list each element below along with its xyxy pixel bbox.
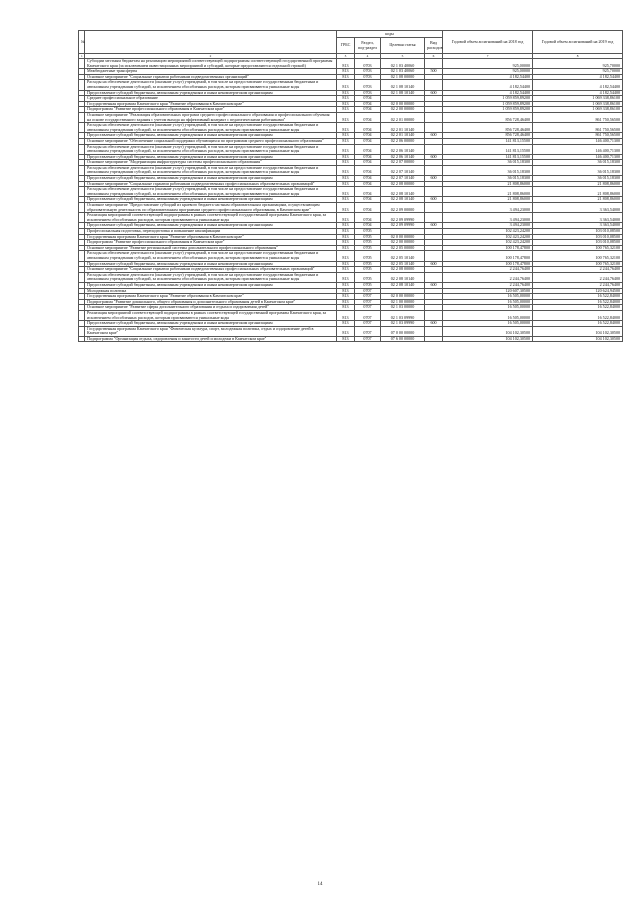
row-amount-2018: 102 423,24200 [443,229,533,235]
row-amount-2019: 2 244,76400 [533,267,623,273]
row-amount-2018: 21 808,86000 [443,181,533,187]
row-grbs: 813 [337,282,355,288]
table-row [79,251,623,261]
row-amount-2018: 36 015,18300 [443,176,533,182]
row-target-article: 02 1 03 40060 [381,59,425,69]
row-name: Предоставление субсидий бюджетным, автономным учреждениям и иным некоммерческим организациям [85,261,337,267]
row-name: Предоставление субсидий бюджетным, автономным учреждениям и иным некоммерческим организациям [85,154,337,160]
row-razdel: 0705 [355,261,381,267]
row-name: Основное мероприятие "Обеспечение социальной поддержки обучающихся по программам среднего профессионального образования" [85,138,337,144]
row-amount-2018: 4 182,54400 [443,90,533,96]
row-target-article: 02 2 08 10140 [381,197,425,203]
row-grbs: 813 [337,310,355,320]
row-razdel: 0704 [355,187,381,197]
row-expense-type [425,251,443,261]
row-name: Предоставление субсидий бюджетным, автономным учреждениям и иным некоммерческим организациям [85,321,337,327]
table-body [79,59,623,342]
row-razdel: 0705 [355,282,381,288]
row-target-article: 02 2 00 00000 [381,107,425,113]
row-target-article: 02 0 00 00000 [381,234,425,240]
row-amount-2019: 861 750,56500 [533,112,623,122]
column-index: 8 [533,54,623,59]
row-target-article: 02 1 08 10140 [381,90,425,96]
row-name: Предоставление субсидий бюджетным, автономным учреждениям и иным некоммерческим организациям [85,176,337,182]
row-target-article: 02 2 01 00000 [381,112,425,122]
row-expense-type [425,123,443,133]
row-grbs: 813 [337,165,355,175]
row-grbs: 813 [337,59,355,69]
row-amount-2018: 36 015,18300 [443,160,533,166]
row-amount-2019: 3 363,54000 [533,213,623,223]
row-razdel: 0705 [355,267,381,273]
row-grbs: 813 [337,160,355,166]
row-grbs: 813 [337,138,355,144]
column-index: 5 [381,54,425,59]
row-amount-2018: 104 102,30500 [443,336,533,342]
row-razdel: 0707 [355,288,381,294]
row-expense-type [425,187,443,197]
row-razdel: 0703 [355,59,381,69]
table-row [79,59,623,69]
row-amount-2019: 925,70000 [533,59,623,69]
row-grbs: 813 [337,203,355,213]
row-expense-type: 600 [425,154,443,160]
row-name: Расходы на обеспечение деятельности (оказание услуг) учреждений, в том числе на предоставление государственным бюджетным и автономным учреждениям субсидий, за исключением обособленных расходов, которым присваиваются уникальные коды [85,80,337,90]
row-razdel: 0703 [355,69,381,75]
row-target-article: 02 1 08 10140 [381,80,425,90]
row-grbs: 813 [337,223,355,229]
row-amount-2018: 16 505,00000 [443,299,533,305]
row-amount-2019: 2 244,76400 [533,282,623,288]
row-amount-2019: 16 522,84000 [533,294,623,300]
row-target-article: 02 2 09 00000 [381,203,425,213]
row-name: Основное мероприятие "Предоставление субсидий из краевого бюджета частным образовательным организациям, осуществляющим образовательную деятельность по образовательным программам среднего профессионального образования, в Камчатском крае" [85,203,337,213]
row-grbs: 813 [337,101,355,107]
row-target-article: 02 1 00 00000 [381,299,425,305]
row-target-article: 02 2 08 10140 [381,187,425,197]
row-amount-2018: 856 728,46400 [443,112,533,122]
row-name: Предоставление субсидий бюджетным, автономным учреждениям и иным некоммерческим организациям [85,282,337,288]
header-2019: Годовой объем ассигнований на 2019 год [533,31,623,54]
row-name: Подпрограмма "Развитие профессионального образования в Камчатском крае" [85,240,337,246]
row-amount-2018: 3 494,23000 [443,213,533,223]
row-grbs: 813 [337,272,355,282]
row-name: Реализация мероприятий соответствующей подпрограммы в рамках соответствующей государственной программы Камчатского края, за исключением обособленных расходов, которым присваиваются уникальные коды [85,213,337,223]
row-amount-2018: 4 182,54400 [443,74,533,80]
row-grbs: 813 [337,112,355,122]
row-amount-2018: 21 808,86000 [443,187,533,197]
row-amount-2019: 103 010,08500 [533,229,623,235]
row-target-article: 02 1 08 00000 [381,74,425,80]
table-row [79,213,623,223]
row-razdel: 0704 [355,96,381,102]
row-name: Основное мероприятие "Развитие региональной системы дополнительного профессионального образования" [85,245,337,251]
row-target-article: 02 2 01 10140 [381,123,425,133]
row-target-article: 02 2 05 10140 [381,251,425,261]
table-row [79,203,623,213]
column-index: 3 [337,54,355,59]
header-grbs: ГРБС [337,38,355,54]
row-razdel: 0704 [355,133,381,139]
row-grbs: 813 [337,80,355,90]
row-grbs: 813 [337,213,355,223]
row-grbs: 813 [337,229,355,235]
row-grbs: 813 [337,96,355,102]
row-amount-2018: 4 182,54400 [443,80,533,90]
row-expense-type: 600 [425,133,443,139]
row-name: Государственная программа Камчатского края "Развитие образования в Камчатском крае" [85,234,337,240]
row-amount-2018: 141 813,15500 [443,154,533,160]
row-grbs: 813 [337,305,355,311]
row-amount-2018: 102 423,24200 [443,234,533,240]
row-amount-2018: 1 059 859,89200 [443,96,533,102]
row-amount-2018: 2 244,76400 [443,272,533,282]
row-grbs: 813 [337,240,355,246]
row-target-article: 02 1 03 40060 [381,69,425,75]
row-amount-2018: 104 102,30500 [443,326,533,336]
row-expense-type: 600 [425,176,443,182]
row-grbs: 813 [337,123,355,133]
row-expense-type [425,326,443,336]
row-target-article: 02 2 07 00000 [381,160,425,166]
row-target-article: 02 2 06 00000 [381,138,425,144]
row-name: Государственная программа Камчатского края "Физическая культура, спорт, молодежная политика, отдых и оздоровление детей в Камчатском крае" [85,326,337,336]
row-name: Расходы на обеспечение деятельности (оказание услуг) учреждений, в том числе на предоставление государственным бюджетным и автономным учреждениям субсидий, за исключением обособленных расходов, которым присваиваются уникальные коды [85,165,337,175]
row-amount-2019: 36 015,18300 [533,160,623,166]
row-expense-type: 600 [425,90,443,96]
row-amount-2018: 141 813,15500 [443,144,533,154]
row-expense-type [425,59,443,69]
row-target-article: 07 0 00 00000 [381,326,425,336]
row-grbs: 813 [337,74,355,80]
table-row [79,187,623,197]
row-expense-type [425,336,443,342]
row-expense-type [425,203,443,213]
row-grbs: 813 [337,133,355,139]
row-grbs: 813 [337,326,355,336]
row-amount-2019: 100 765,32100 [533,261,623,267]
row-razdel: 0707 [355,299,381,305]
table-row [79,80,623,90]
row-target-article: 02 0 00 00000 [381,294,425,300]
row-razdel: 0704 [355,213,381,223]
row-amount-2018: 36 015,18300 [443,165,533,175]
row-amount-2018: 16 505,00000 [443,310,533,320]
row-amount-2019: 16 522,84000 [533,310,623,320]
row-amount-2019: 21 808,86000 [533,197,623,203]
header-name [85,31,337,54]
row-amount-2018: 100 178,47800 [443,251,533,261]
row-razdel: 0704 [355,101,381,107]
row-razdel: 0705 [355,245,381,251]
row-razdel: 0707 [355,310,381,320]
row-grbs: 813 [337,245,355,251]
row-grbs: 813 [337,288,355,294]
row-target-article: 02 2 05 10140 [381,261,425,267]
row-amount-2019: 120 624,94500 [533,288,623,294]
row-amount-2019: 146 400,71300 [533,138,623,144]
row-grbs: 813 [337,234,355,240]
row-amount-2019: 16 522,84000 [533,321,623,327]
row-razdel: 0704 [355,107,381,113]
row-grbs: 813 [337,267,355,273]
row-amount-2019: 1 069 338,86100 [533,101,623,107]
row-grbs: 813 [337,144,355,154]
row-target-article: 02 2 09 09990 [381,213,425,223]
row-razdel: 0704 [355,144,381,154]
row-expense-type [425,165,443,175]
row-razdel: 0704 [355,165,381,175]
row-grbs: 813 [337,299,355,305]
budget-table [78,30,623,342]
row-target-article: 02 2 06 10140 [381,144,425,154]
row-name: Предоставление субсидий бюджетным, автономным учреждениям и иным некоммерческим организациям [85,197,337,203]
row-razdel: 0704 [355,223,381,229]
row-amount-2019: 861 750,56500 [533,133,623,139]
row-razdel: 0705 [355,240,381,246]
row-target-article: 02 2 05 00000 [381,245,425,251]
row-name: Молодежная политика [85,288,337,294]
row-target-article: 02 2 00 00000 [381,240,425,246]
row-razdel: 0705 [355,251,381,261]
row-target-article: 02 2 07 10140 [381,165,425,175]
row-razdel: 0707 [355,326,381,336]
row-razdel: 0704 [355,138,381,144]
row-amount-2018: 120 607,30500 [443,288,533,294]
row-razdel: 0705 [355,272,381,282]
row-name: Профессиональная подготовка, переподготовка и повышение квалификации [85,229,337,235]
column-index: 2 [85,54,337,59]
row-name: Среднее профессиональное образование [85,96,337,102]
row-amount-2018: 100 178,47800 [443,261,533,267]
row-name: Основное мероприятие "Социальные гарантии работникам подведомственных профессиональных образовательных организаций" [85,267,337,273]
row-target-article: 02 0 00 00000 [381,101,425,107]
row-razdel: 0703 [355,80,381,90]
row-amount-2019: 146 400,71300 [533,144,623,154]
row-amount-2018: 141 813,15500 [443,138,533,144]
row-razdel: 0704 [355,154,381,160]
row-razdel: 0707 [355,336,381,342]
row-name: Предоставление субсидий бюджетным, автономным учреждениям и иным некоммерческим организациям [85,223,337,229]
table-row [79,326,623,336]
row-name: Реализация мероприятий соответствующей подпрограммы в рамках соответствующей государственной программы Камчатского края, за исключением обособленных расходов, которым присваиваются уникальные коды [85,310,337,320]
row-razdel: 0703 [355,90,381,96]
row-amount-2018: 16 505,00000 [443,321,533,327]
row-amount-2018: 1 059 859,89200 [443,101,533,107]
row-razdel: 0704 [355,181,381,187]
row-grbs: 813 [337,261,355,267]
row-expense-type [425,310,443,320]
row-name: Государственная программа Камчатского края "Развитие образования в Камчатском крае" [85,101,337,107]
row-name: Основное мероприятие "Социальные гарантии работникам подведомственных профессиональных образовательных организаций" [85,181,337,187]
row-target-article: 02 2 08 00000 [381,267,425,273]
row-amount-2018: 16 505,00000 [443,305,533,311]
row-expense-type [425,213,443,223]
row-target-article: 02 2 06 10140 [381,154,425,160]
row-amount-2019: 36 015,18300 [533,165,623,175]
row-amount-2019: 3 363,54000 [533,203,623,213]
row-amount-2018: 856 728,46400 [443,123,533,133]
row-name: Расходы на обеспечение деятельности (оказание услуг) учреждений, в том числе на предоставление государственным бюджетным и автономным учреждениям субсидий, за исключением обособленных расходов, которым присваиваются уникальные коды [85,123,337,133]
row-amount-2019: 21 808,86000 [533,181,623,187]
row-name: Основное мероприятие "Реализация образовательных программ среднего профессионального образования и профессионального обучения на основе государственного задания с учетом выхода на эффективный контракт с педагогическими работниками" [85,112,337,122]
row-amount-2019: 146 400,71300 [533,154,623,160]
row-expense-type [425,80,443,90]
column-index: 7 [443,54,533,59]
row-grbs: 813 [337,154,355,160]
row-grbs: 813 [337,176,355,182]
row-expense-type: 500 [425,69,443,75]
row-name: Основное мероприятие "Модернизация инфраструктуры системы профессионального образования" [85,160,337,166]
header-expense-type: Вид расходов [425,38,443,54]
table-row [79,165,623,175]
row-name: Основное мероприятие "Социальные гарантии работникам подведомственных организаций" [85,74,337,80]
row-target-article: 02 1 03 09990 [381,321,425,327]
row-name: Подпрограмма "Развитие профессионального образования в Камчатском крае" [85,107,337,113]
table-row [79,123,623,133]
row-expense-type: 600 [425,223,443,229]
row-razdel: 0707 [355,294,381,300]
row-target-article: 02 1 03 09990 [381,310,425,320]
row-name: Межбюджетные трансферты [85,69,337,75]
column-index: 6 [425,54,443,59]
row-target-article: 02 2 09 09990 [381,223,425,229]
row-expense-type [425,272,443,282]
row-razdel: 0704 [355,160,381,166]
table-row [79,272,623,282]
row-name: Основное мероприятие "Развитие сферы дополнительного образования и отдыха и оздоровления детей" [85,305,337,311]
row-amount-2019: 1 069 338,86100 [533,96,623,102]
row-amount-2019: 2 244,76400 [533,272,623,282]
row-amount-2018: 856 728,46400 [443,133,533,139]
row-amount-2018: 3 494,23000 [443,223,533,229]
row-amount-2019: 925,70000 [533,69,623,75]
row-amount-2019: 100 765,32100 [533,245,623,251]
row-razdel: 0703 [355,74,381,80]
header-num: № [79,31,85,54]
column-index: 1 [79,54,85,59]
row-grbs: 813 [337,187,355,197]
row-name: Подпрограмма "Организация отдыха, оздоровления и занятости детей и молодежи в Камчатском крае" [85,336,337,342]
row-grbs: 813 [337,251,355,261]
row-expense-type: 600 [425,197,443,203]
row-amount-2018: 2 244,76400 [443,267,533,273]
row-razdel: 0704 [355,203,381,213]
row-grbs: 813 [337,294,355,300]
row-amount-2018: 100 178,47800 [443,245,533,251]
row-amount-2019: 36 015,18300 [533,176,623,182]
row-amount-2019: 104 102,30500 [533,336,623,342]
row-razdel: 0705 [355,234,381,240]
row-name: Государственная программа Камчатского края "Развитие образования в Камчатском крае" [85,294,337,300]
row-amount-2018: 925,00000 [443,59,533,69]
row-amount-2019: 100 765,32100 [533,251,623,261]
table-row [79,112,623,122]
table-row [79,144,623,154]
row-amount-2018: 102 423,24200 [443,240,533,246]
row-grbs: 813 [337,321,355,327]
row-amount-2019: 16 522,84000 [533,305,623,311]
row-name: Расходы на обеспечение деятельности (оказание услуг) учреждений, в том числе на предоставление государственным бюджетным и автономным учреждениям субсидий, за исключением обособленных расходов, которым присваиваются уникальные коды [85,251,337,261]
row-name: Расходы на обеспечение деятельности (оказание услуг) учреждений, в том числе на предоставление государственным бюджетным и автономным учреждениям субсидий, за исключением обособленных расходов, которым присваиваются уникальные коды [85,272,337,282]
header-target-article: Целевая статья [381,38,425,54]
row-target-article: 02 2 07 10140 [381,176,425,182]
row-amount-2019: 16 522,84000 [533,299,623,305]
row-razdel: 0707 [355,321,381,327]
row-name: Расходы на обеспечение деятельности (оказание услуг) учреждений, в том числе на предоставление государственным бюджетным и автономным учреждениям субсидий, за исключением обособленных расходов, которым присваиваются уникальные коды [85,187,337,197]
row-amount-2019: 103 010,08500 [533,240,623,246]
row-target-article: 07 6 00 00000 [381,336,425,342]
row-amount-2019: 3 363,54000 [533,223,623,229]
row-amount-2018: 16 505,00000 [443,294,533,300]
row-expense-type: 600 [425,282,443,288]
row-razdel: 0704 [355,176,381,182]
row-amount-2019: 1 069 338,86100 [533,107,623,113]
row-name: Предоставление субсидий бюджетным, автономным учреждениям и иным некоммерческим организациям [85,90,337,96]
row-amount-2018: 1 059 859,89200 [443,107,533,113]
row-name: Предоставление субсидий бюджетным, автономным учреждениям и иным некоммерческим организациям [85,133,337,139]
row-grbs: 813 [337,69,355,75]
row-target-article: 02 1 03 00000 [381,305,425,311]
row-razdel: 0704 [355,123,381,133]
row-target-article: 02 2 08 10140 [381,272,425,282]
row-expense-type [425,112,443,122]
row-expense-type [425,144,443,154]
row-name: Субсидии местным бюджетам на реализацию мероприятий соответствующей подпрограммы соответствующей государственной программы Камчатского края (за исключением инвестиционных мероприятий и субсидий, которые предоставляются отдельной строкой) [85,59,337,69]
row-razdel: 0704 [355,197,381,203]
row-name: Расходы на обеспечение деятельности (оказание услуг) учреждений, в том числе на предоставление государственным бюджетным и автономным учреждениям субсидий, за исключением обособленных расходов, которым присваиваются уникальные коды [85,144,337,154]
row-amount-2018: 3 494,23000 [443,203,533,213]
row-grbs: 813 [337,336,355,342]
row-razdel: 0707 [355,305,381,311]
header-razdel: Раздел, под-раздел [355,38,381,54]
row-amount-2018: 925,00000 [443,69,533,75]
table-row [79,336,623,342]
row-name: Подпрограмма "Развитие дошкольного, общего образования и дополнительного образования детей в Камчатском крае" [85,299,337,305]
header-2018: Годовой объем ассигнований на 2018 год [443,31,533,54]
row-grbs: 813 [337,107,355,113]
row-amount-2018: 21 808,86000 [443,197,533,203]
row-amount-2019: 4 182,54400 [533,90,623,96]
row-target-article: 02 2 08 10140 [381,282,425,288]
row-razdel: 0705 [355,229,381,235]
row-razdel: 0704 [355,112,381,122]
row-amount-2019: 4 182,54400 [533,74,623,80]
table-row [79,310,623,320]
row-amount-2019: 861 750,56500 [533,123,623,133]
row-expense-type: 600 [425,261,443,267]
row-grbs: 813 [337,90,355,96]
row-amount-2019: 103 010,08500 [533,234,623,240]
row-target-article: 02 2 08 00000 [381,181,425,187]
row-amount-2018: 2 244,76400 [443,282,533,288]
row-amount-2019: 104 102,30500 [533,326,623,336]
header-codes: коды [337,31,443,38]
column-index: 4 [355,54,381,59]
budget-table-page [78,30,622,342]
row-expense-type: 600 [425,321,443,327]
row-grbs: 813 [337,181,355,187]
page-number: 14 [317,882,323,887]
row-target-article: 02 2 01 10140 [381,133,425,139]
row-amount-2019: 4 182,54400 [533,80,623,90]
row-amount-2019: 21 808,86000 [533,187,623,197]
row-grbs: 813 [337,197,355,203]
